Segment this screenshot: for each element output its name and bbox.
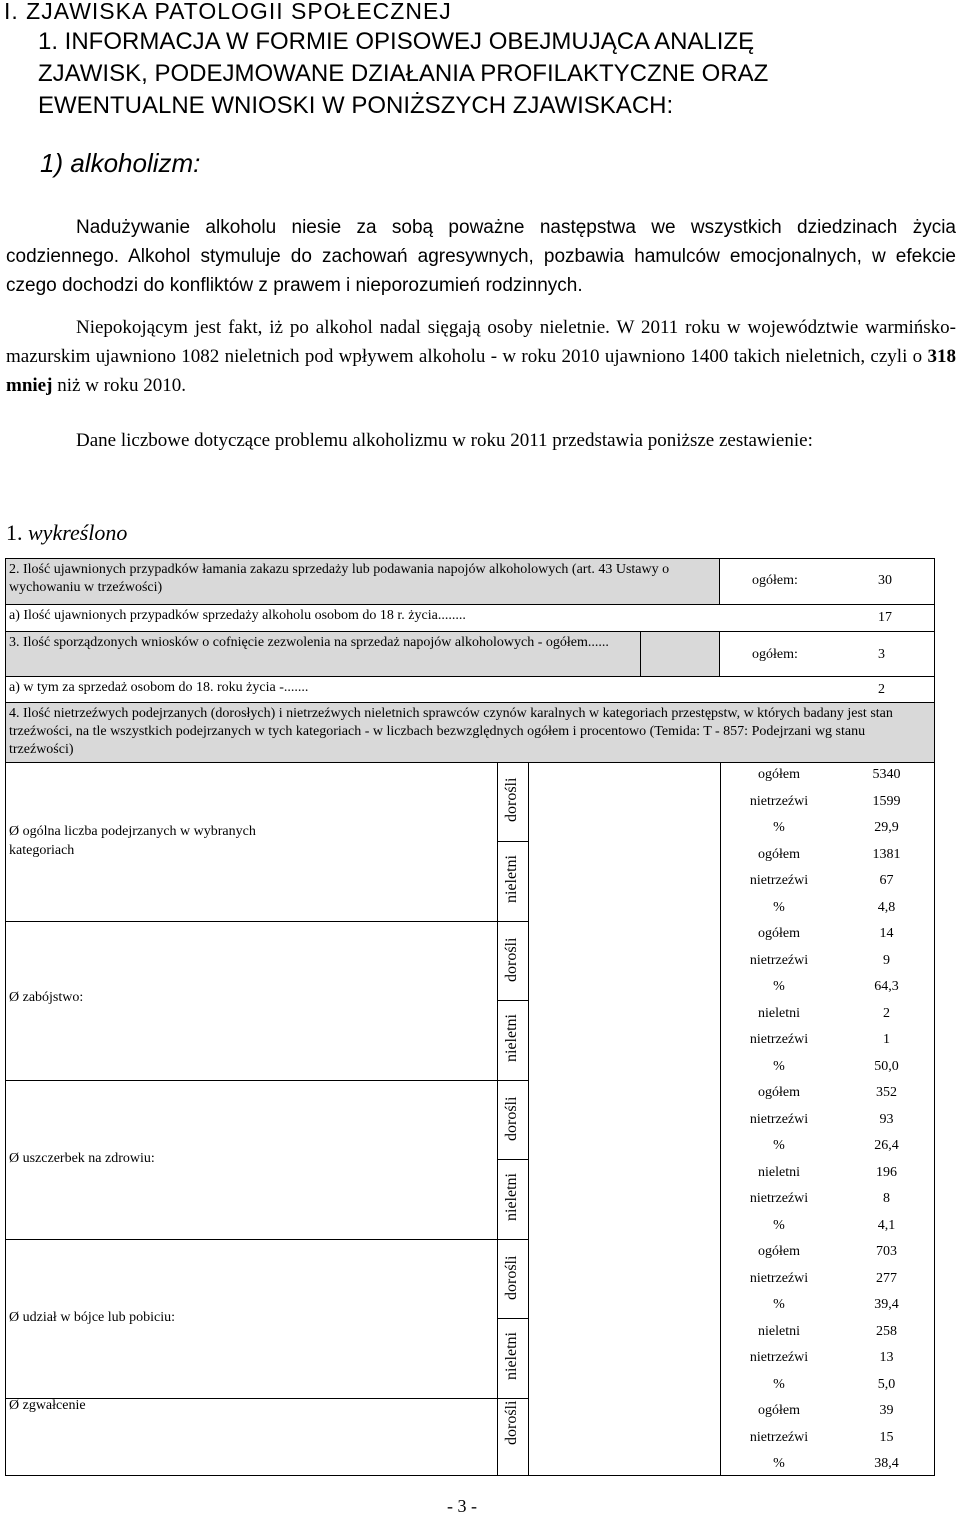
subgroup-divider [497,1080,529,1081]
subsection-heading [38,26,768,122]
row-key: nietrzeźwi [749,1191,809,1207]
row-key: % [773,979,785,995]
paragraph-text-part: niż w roku 2010. [52,375,186,396]
row-key: ogółem [758,767,800,783]
row-key: % [773,899,785,915]
table-row [720,1027,935,1054]
row-key: nietrzeźwi [749,793,809,809]
row-value: 5,0 [877,1376,896,1392]
table-row [720,815,935,842]
row-key: ogółem: [752,573,798,588]
paragraph-3 [6,426,956,455]
row-label: a) w tym za sprzedaż osobom do 18. roku życia -....... [9,680,309,695]
subgroup-divider [497,1239,529,1240]
section-heading: I. ZJAWISKA PATOLOGII SPOŁECZNEJ [4,0,452,24]
column-divider [528,762,529,1476]
row-key: % [773,1297,785,1313]
row-value: 277 [876,1270,897,1286]
row-value: 1381 [872,846,901,862]
item-1 [6,520,127,546]
row-key: nietrzeźwi [749,1111,809,1127]
item-number: 1. [6,520,28,545]
table-row [720,1425,935,1452]
row-value: 39,4 [874,1297,899,1313]
vertical-label-minors: nieletni [503,855,520,903]
vertical-label-minors: nieletni [503,1173,520,1221]
row-value: 9 [883,952,890,968]
row-value: 1599 [872,793,901,809]
subsection-heading-line: ZJAWISK, PODEJMOWANE DZIAŁANIA PROFILAKTYCZNE ORAZ [38,60,769,87]
table-row [720,1292,935,1319]
vertical-label-minors: nieletni [503,1332,520,1380]
row-value: 64,3 [874,979,899,995]
table-row [720,1319,935,1346]
row-key: % [773,1376,785,1392]
row-value: 703 [876,1244,897,1260]
table-row [720,1054,935,1081]
row-value: 8 [883,1191,890,1207]
row-key: % [773,1217,785,1233]
table-row [720,1398,935,1425]
row-value: 38,4 [874,1456,899,1472]
subgroup-divider [497,1398,529,1399]
table-row [720,1345,935,1372]
table-row [720,948,935,975]
row-value: 50,0 [874,1058,899,1074]
table-row [720,974,935,1001]
paragraph-text: Nadużywanie alkoholu niesie za sobą poważne następstwa we wszystkich dziedzinach życia codziennego. Alkohol stymuluje do zachowań agresywnych, pozbawia hamulców emocjonalnych, w efekcie czego dochodzi do konfliktów z prawem i nieporozumień rodzinnych. [6,217,956,296]
table-row [720,842,935,869]
table-row [720,921,935,948]
row-value: 29,9 [874,820,899,836]
table-row [720,1372,935,1399]
row-value: 4,1 [877,1217,896,1233]
table-row [720,1186,935,1213]
vertical-label-adults: dorośli [503,1255,520,1300]
paragraph-text: Dane liczbowe dotyczące problemu alkoholizmu w roku 2011 przedstawia poniższe zestawienie: [76,430,813,451]
table-row [720,789,935,816]
subgroup-divider [497,921,529,922]
vertical-label-adults: dorośli [503,1096,520,1141]
row-key: nieletni [758,1323,800,1339]
category-label: Ø zabójstwo: [9,990,84,1005]
group-divider [5,1239,498,1240]
row-value: 13 [879,1350,894,1366]
row-key: nietrzeźwi [749,1429,809,1445]
topic-heading: 1) alkoholizm: [40,148,201,178]
category-label: Ø uszczerbek na zdrowiu: [9,1151,155,1166]
page-number: - 3 - [447,1496,477,1516]
row-value: 93 [879,1111,894,1127]
table-row [720,1001,935,1028]
highlighted-value: 318 mniej [6,346,956,396]
paragraph-text [6,313,956,400]
table-row [720,868,935,895]
row-value: 4,8 [877,899,896,915]
vertical-label-adults: dorośli [503,937,520,982]
row-value: 67 [879,873,894,889]
row-key: nietrzeźwi [749,1270,809,1286]
row-key: ogółem [758,1085,800,1101]
row-key: ogółem [758,926,800,942]
row-key: ogółem: [752,647,798,662]
row-value: 3 [878,647,885,662]
row-value: 2 [883,1005,890,1021]
vertical-label-adults: dorośli [503,777,520,822]
row-key: nietrzeźwi [749,1032,809,1048]
vertical-label-minors: nieletni [503,1014,520,1062]
table-row-3a [5,676,935,703]
table-row [720,1080,935,1107]
table-row [720,1133,935,1160]
row-value: 196 [876,1164,897,1180]
subsection-heading-line: EWENTUALNE WNIOSKI W PONIŻSZYCH ZJAWISKACH: [38,92,674,119]
table-row [720,1107,935,1134]
row-key: % [773,1456,785,1472]
category-label: Ø ogólna liczba podejrzanych w wybranych kategoriach [9,824,256,858]
row-key: ogółem [758,1244,800,1260]
row-key: % [773,1058,785,1074]
row-value: 2 [878,682,885,697]
table-row [720,1239,935,1266]
row-value: 14 [879,926,894,942]
table-row [720,1266,935,1293]
table-row [720,762,935,789]
row-key: nietrzeźwi [749,952,809,968]
vertical-label-adults: dorośli [503,1400,520,1445]
row-key: nietrzeźwi [749,873,809,889]
table-row-4-label: 4. Ilość nietrzeźwych podejrzanych (dorosłych) i nietrzeźwych nieletnich sprawców czynów karalnych w kategoriach przestępstw, w których badany jest stan trzeźwości, na tle wszystkich podejrzanych w tych kategoriach - w liczbach bezwzględnych ogółem i procentowo (Temida: T - 857: Podejrzani wg stanu trzeźwości) [5,702,935,763]
table-row-3-value-cell [719,631,935,677]
subgroup-divider [497,1318,529,1319]
row-value: 26,4 [874,1138,899,1154]
row-key: ogółem [758,846,800,862]
group-divider [5,1080,498,1081]
group-divider [5,921,498,922]
table-row [720,1451,935,1478]
table-row [720,1160,935,1187]
category-label: Ø zgwałcenie [9,1398,86,1413]
row-value: 17 [878,610,892,625]
row-value: 39 [879,1403,894,1419]
paragraph-text-part: Niepokojącym jest fakt, iż po alkohol nadal sięgają osoby nieletnie. W 2011 roku w województwie warmińsko-mazurskim ujawniono 1082 nieletnich pod wpływem alkoholu - w roku 2010 ujawniono 1400 takich nieletnich, czyli o [6,317,956,367]
table-row-2-label: 2. Ilość ujawnionych przypadków łamania zakazu sprzedaży lub podawania napojów alkoholowych (art. 43 Ustawy o wychowaniu w trzeźwości) [5,558,720,605]
table-row-3-spacer [640,631,720,677]
row-value: 30 [878,573,892,588]
row-value: 5340 [872,767,901,783]
row-key: nieletni [758,1164,800,1180]
table-row [720,1213,935,1240]
row-key: ogółem [758,1403,800,1419]
paragraph-1 [6,213,956,300]
item-label: wykreślono [28,520,128,545]
subsection-heading-line: 1. INFORMACJA W FORMIE OPISOWEJ OBEJMUJĄCA ANALIZĘ [38,28,755,55]
subgroup-divider [497,1159,529,1160]
row-key: % [773,1138,785,1154]
column-divider [497,762,498,1476]
row-value: 1 [883,1032,890,1048]
table-row-3-label: 3. Ilość sporządzonych wniosków o cofnięcie zezwolenia na sprzedaż napojów alkoholowych - ogółem...... [5,631,641,677]
paragraph-2 [6,313,956,400]
subgroup-divider [497,1000,529,1001]
row-label: a) Ilość ujawnionych przypadków sprzedaży alkoholu osobom do 18 r. życia........ [9,608,466,623]
row-key: nieletni [758,1005,800,1021]
table-row-2-value-cell [719,558,935,605]
table-row-2a [5,604,935,632]
row-value: 15 [879,1429,894,1445]
row-key: % [773,820,785,836]
table-row [720,895,935,922]
category-label: Ø udział w bójce lub pobiciu: [9,1310,176,1325]
subgroup-divider [497,841,529,842]
row-value: 352 [876,1085,897,1101]
row-value: 258 [876,1323,897,1339]
row-key: nietrzeźwi [749,1350,809,1366]
